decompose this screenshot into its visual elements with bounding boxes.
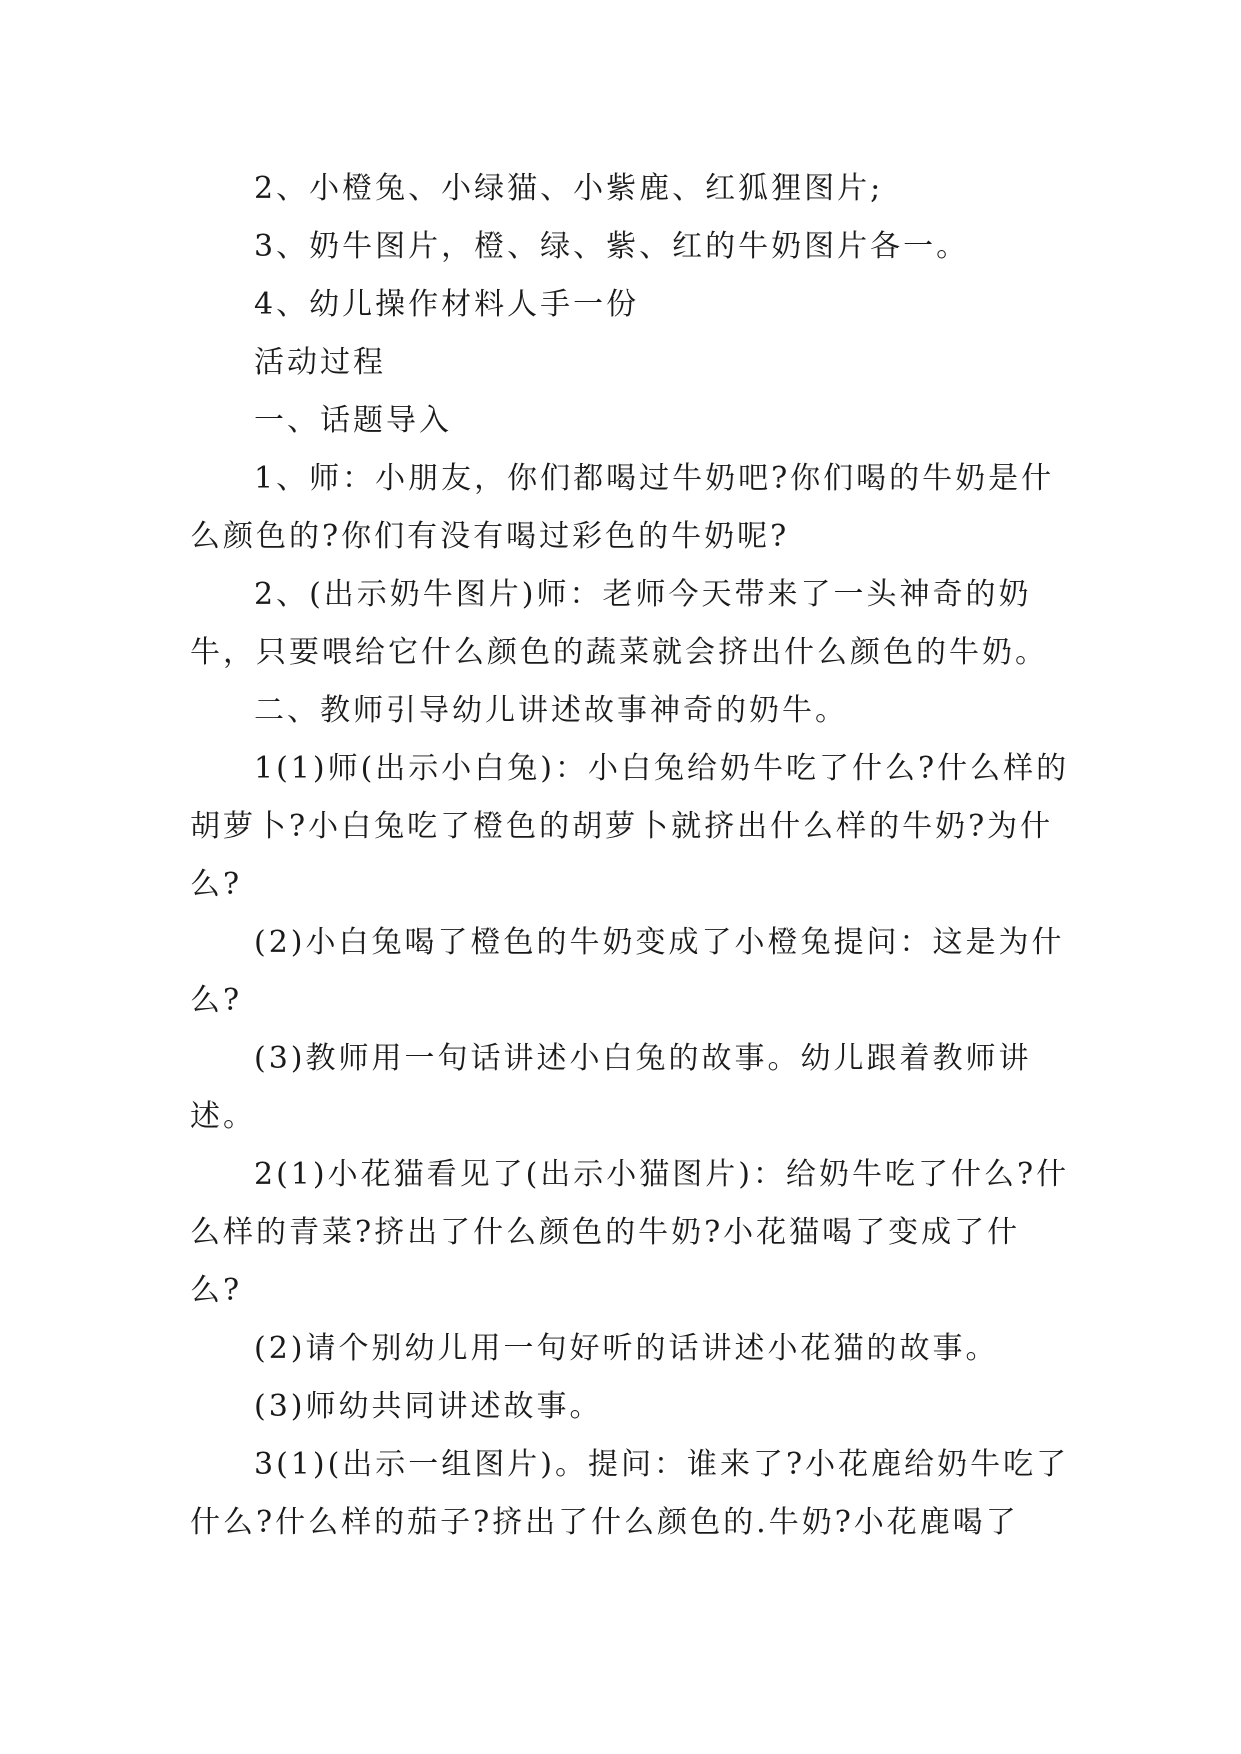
paragraph: (3)教师用一句话讲述小白兔的故事。幼儿跟着教师讲述。	[190, 1041, 1032, 1134]
paragraph: 3(1)(出示一组图片)。提问：谁来了?小花鹿给奶牛吃了什么?什么样的茄子?挤出了什么颜色的.牛奶?小花鹿喝了	[190, 1447, 1070, 1540]
paragraph: 1、师：小朋友，你们都喝过牛奶吧?你们喝的牛奶是什么颜色的?你们有没有喝过彩色的牛奶呢?	[190, 461, 1055, 554]
paragraph: 1(1)师(出示小白兔)：小白兔给奶牛吃了什么?什么样的胡萝卜?小白兔吃了橙色的胡萝卜就挤出什么样的牛奶?为什么?	[190, 751, 1070, 902]
paragraph: (2)小白兔喝了橙色的牛奶变成了小橙兔提问：这是为什么?	[190, 925, 1065, 1018]
section-heading: 二、教师引导幼儿讲述故事神奇的奶牛。	[254, 693, 848, 728]
paragraph: 2、(出示奶牛图片)师：老师今天带来了一头神奇的奶牛，只要喂给它什么颜色的蔬菜就会挤出什么颜色的牛奶。	[190, 577, 1048, 670]
paragraph: (2)请个别幼儿用一句好听的话讲述小花猫的故事。	[254, 1331, 999, 1366]
paragraph: 3、奶牛图片，橙、绿、紫、红的牛奶图片各一。	[254, 229, 970, 264]
paragraph: 4、幼儿操作材料人手一份	[254, 287, 640, 322]
paragraph: 2、小橙兔、小绿猫、小紫鹿、红狐狸图片;	[254, 171, 884, 206]
paragraph: (3)师幼共同讲述故事。	[254, 1389, 603, 1424]
document-body	[190, 160, 1070, 1552]
paragraph: 2(1)小花猫看见了(出示小猫图片)：给奶牛吃了什么?什么样的青菜?挤出了什么颜色的牛奶?小花猫喝了变成了什么?	[190, 1157, 1070, 1308]
section-heading: 活动过程	[254, 345, 386, 380]
section-heading: 一、话题导入	[254, 403, 452, 438]
